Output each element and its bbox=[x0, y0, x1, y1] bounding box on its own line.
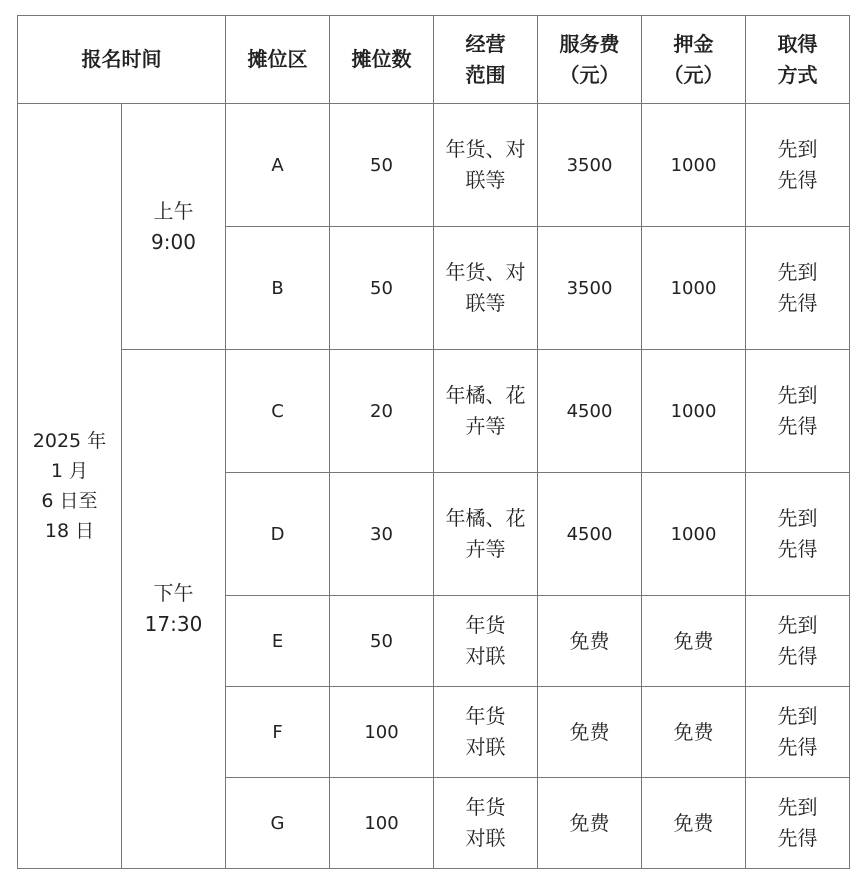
zone-cell: C bbox=[226, 350, 330, 473]
header-fee: 服务费 （元） bbox=[538, 16, 642, 104]
deposit-cell: 免费 bbox=[642, 596, 746, 687]
registration-date-cell: 2025 年 1 月 6 日至 18 日 bbox=[18, 104, 122, 869]
session-morning-cell: 上午 9:00 bbox=[122, 104, 226, 350]
deposit-cell: 1000 bbox=[642, 227, 746, 350]
stall-registration-table bbox=[17, 15, 850, 869]
method-cell: 先到 先得 bbox=[746, 596, 850, 687]
deposit-cell: 1000 bbox=[642, 350, 746, 473]
method-cell: 先到 先得 bbox=[746, 227, 850, 350]
zone-cell: F bbox=[226, 687, 330, 778]
zone-cell: A bbox=[226, 104, 330, 227]
table-row bbox=[18, 350, 850, 473]
fee-cell: 3500 bbox=[538, 104, 642, 227]
header-scope: 经营 范围 bbox=[434, 16, 538, 104]
fee-cell: 免费 bbox=[538, 596, 642, 687]
fee-cell: 3500 bbox=[538, 227, 642, 350]
deposit-cell: 1000 bbox=[642, 104, 746, 227]
count-cell: 30 bbox=[330, 473, 434, 596]
method-cell: 先到 先得 bbox=[746, 104, 850, 227]
scope-cell: 年货 对联 bbox=[434, 687, 538, 778]
method-cell: 先到 先得 bbox=[746, 778, 850, 869]
fee-cell: 免费 bbox=[538, 687, 642, 778]
header-zone: 摊位区 bbox=[226, 16, 330, 104]
fee-cell: 免费 bbox=[538, 778, 642, 869]
fee-cell: 4500 bbox=[538, 473, 642, 596]
scope-cell: 年货、对 联等 bbox=[434, 227, 538, 350]
header-deposit: 押金 （元） bbox=[642, 16, 746, 104]
zone-cell: B bbox=[226, 227, 330, 350]
header-count: 摊位数 bbox=[330, 16, 434, 104]
zone-cell: E bbox=[226, 596, 330, 687]
zone-cell: G bbox=[226, 778, 330, 869]
fee-cell: 4500 bbox=[538, 350, 642, 473]
table-row bbox=[18, 104, 850, 227]
deposit-cell: 免费 bbox=[642, 687, 746, 778]
header-reg-time: 报名时间 bbox=[18, 16, 226, 104]
deposit-cell: 免费 bbox=[642, 778, 746, 869]
count-cell: 50 bbox=[330, 104, 434, 227]
count-cell: 20 bbox=[330, 350, 434, 473]
scope-cell: 年货 对联 bbox=[434, 596, 538, 687]
session-afternoon-cell: 下午 17:30 bbox=[122, 350, 226, 869]
method-cell: 先到 先得 bbox=[746, 687, 850, 778]
scope-cell: 年货、对 联等 bbox=[434, 104, 538, 227]
count-cell: 100 bbox=[330, 687, 434, 778]
zone-cell: D bbox=[226, 473, 330, 596]
deposit-cell: 1000 bbox=[642, 473, 746, 596]
count-cell: 50 bbox=[330, 596, 434, 687]
count-cell: 50 bbox=[330, 227, 434, 350]
count-cell: 100 bbox=[330, 778, 434, 869]
header-row bbox=[18, 16, 850, 104]
scope-cell: 年橘、花 卉等 bbox=[434, 473, 538, 596]
method-cell: 先到 先得 bbox=[746, 350, 850, 473]
method-cell: 先到 先得 bbox=[746, 473, 850, 596]
header-method: 取得 方式 bbox=[746, 16, 850, 104]
scope-cell: 年货 对联 bbox=[434, 778, 538, 869]
scope-cell: 年橘、花 卉等 bbox=[434, 350, 538, 473]
